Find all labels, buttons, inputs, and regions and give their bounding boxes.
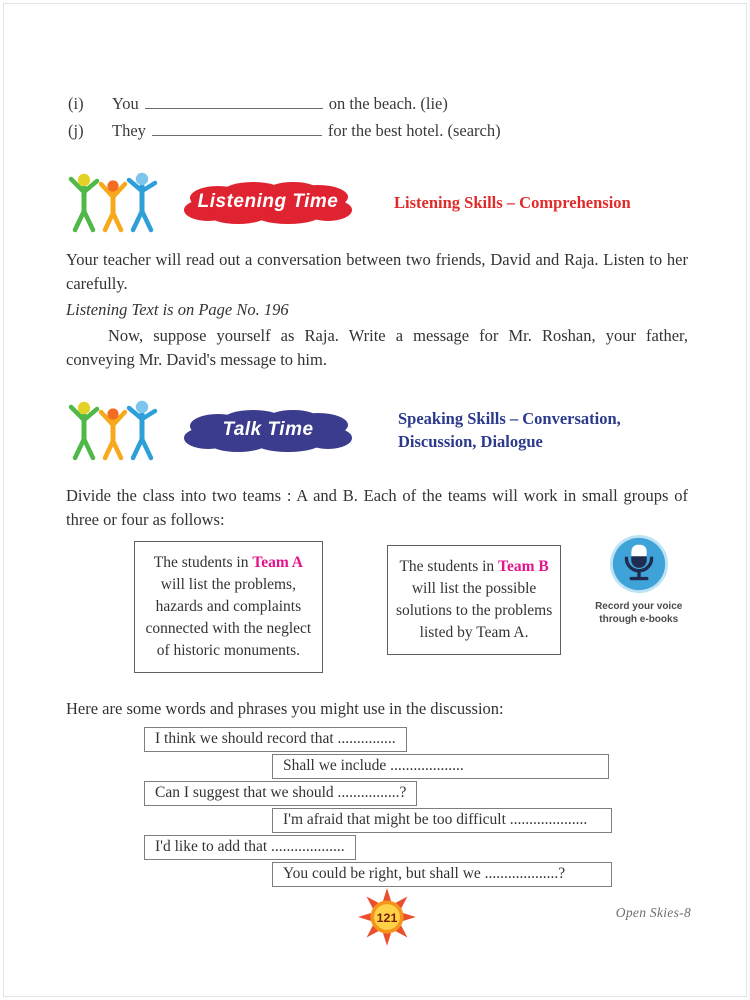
phrase-box-1: I think we should record that ............... bbox=[144, 727, 407, 752]
team-a-name: Team A bbox=[252, 554, 303, 572]
mic-caption bbox=[589, 601, 688, 626]
textbook-page bbox=[3, 3, 747, 997]
team-a-text-pre: The students in bbox=[153, 554, 249, 572]
listening-skill-heading: Listening Skills – Comprehension bbox=[394, 193, 631, 212]
talk-time-badge bbox=[178, 408, 358, 454]
children-figures-icon bbox=[66, 398, 162, 464]
phrase-list bbox=[66, 727, 688, 887]
microphone-icon[interactable] bbox=[608, 533, 670, 595]
exercise-item-text: You bbox=[112, 94, 139, 113]
speaking-skill-heading-line1: Speaking Skills – Conversation, bbox=[398, 409, 621, 429]
mic-caption-line2: through e-books bbox=[599, 613, 679, 625]
listening-time-badge-label: Listening Time bbox=[197, 191, 339, 212]
team-b-text-pre: The students in bbox=[399, 558, 495, 576]
page-number: 121 bbox=[376, 911, 398, 926]
phrase-box-5: I'd like to add that ................... bbox=[144, 835, 356, 860]
phrase-box-2: Shall we include ................... bbox=[272, 754, 609, 779]
speaking-skill-heading-line2: Discussion, Dialogue bbox=[398, 431, 543, 451]
exercise-item-text: They bbox=[112, 121, 146, 140]
talk-section-header bbox=[66, 398, 688, 464]
listening-section-header bbox=[66, 170, 688, 236]
exercise-item-text: for the best hotel. (search) bbox=[327, 121, 501, 140]
book-title: Open Skies-8 bbox=[615, 905, 691, 920]
page-content bbox=[4, 4, 746, 887]
answer-blank bbox=[145, 95, 323, 109]
exercise-item-j bbox=[66, 117, 688, 144]
team-b-name: Team B bbox=[498, 558, 549, 576]
team-a-box bbox=[134, 541, 323, 673]
teams-row bbox=[66, 541, 688, 673]
answer-blank bbox=[152, 122, 322, 136]
record-voice-widget bbox=[589, 533, 688, 626]
exercise-item-label: (j) bbox=[68, 121, 84, 140]
listening-time-badge bbox=[178, 180, 358, 226]
exercise-item-label: (i) bbox=[68, 94, 84, 113]
team-b-box bbox=[387, 545, 562, 655]
phrase-box-4: I'm afraid that might be too difficult .................... bbox=[272, 808, 612, 833]
exercise-item-text: on the beach. (lie) bbox=[328, 94, 448, 113]
listening-paragraph-2: Now, suppose yourself as Raja. Write a message for Mr. Roshan, your father, conveying Mr. David's message to him. bbox=[66, 325, 688, 369]
children-figures-icon bbox=[66, 170, 162, 236]
page-number-star bbox=[356, 886, 418, 948]
exercise-item-i bbox=[66, 90, 688, 117]
team-a-text-post: will list the problems, hazards and complaints connected with the neglect of historic monuments. bbox=[145, 576, 312, 660]
speaking-skill-heading bbox=[398, 408, 621, 453]
phrases-intro: Here are some words and phrases you might use in the discussion: bbox=[66, 699, 504, 719]
phrase-box-6: You could be right, but shall we ...................? bbox=[272, 862, 612, 887]
team-b-text-post: will list the possible solutions to the problems listed by Team A. bbox=[395, 580, 553, 642]
talk-time-badge-label: Talk Time bbox=[222, 418, 314, 440]
phrase-box-3: Can I suggest that we should ................? bbox=[144, 781, 417, 806]
mic-caption-line1: Record your voice bbox=[595, 601, 683, 613]
listening-paragraph-1: Your teacher will read out a conversation between two friends, David and Raja. Listen to her carefully. bbox=[66, 250, 688, 293]
teams-intro-paragraph: Divide the class into two teams : A and B. Each of the teams will work in small groups of three or four as follows: bbox=[66, 485, 688, 529]
listening-text-note: Listening Text is on Page No. 196 bbox=[66, 299, 289, 319]
